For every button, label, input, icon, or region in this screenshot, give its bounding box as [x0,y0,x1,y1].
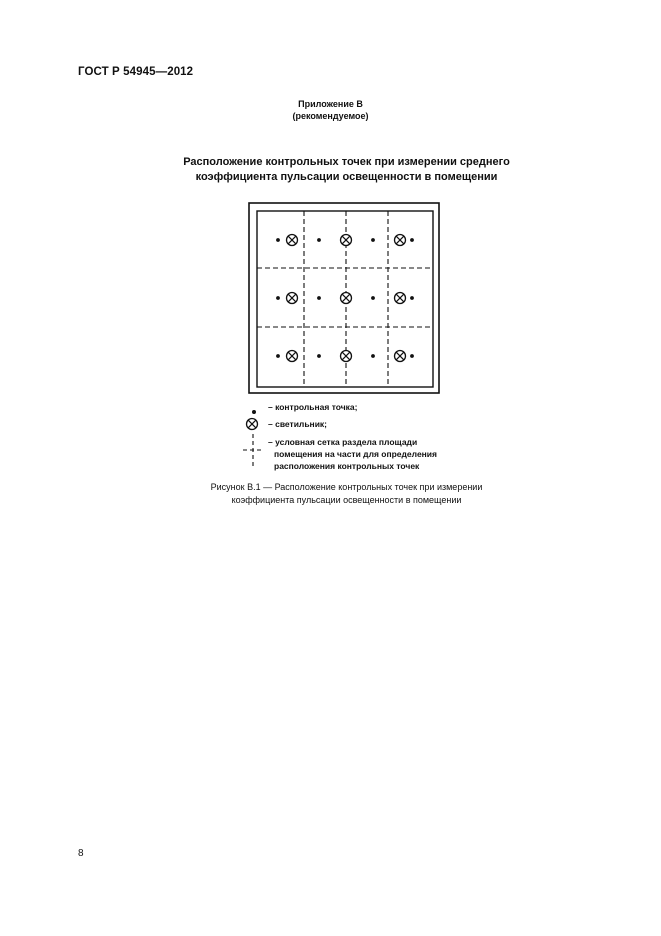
legend-lamp: – светильник; [268,419,328,429]
caption-line-1: Рисунок В.1 — Расположение контрольных точек при измерении [210,482,483,492]
control-point [410,354,414,358]
control-point [371,354,375,358]
lamp-icon [287,351,298,362]
figure-caption [0,481,661,506]
lamp-icon [287,293,298,304]
control-point [317,238,321,242]
legend-grid-line-2: помещения на части для определения [274,449,437,459]
lamp-icon [395,351,406,362]
control-point [276,354,280,358]
legend-grid-line-1: – условная сетка раздела площади [268,437,418,447]
control-point [410,238,414,242]
lamp-icon [395,235,406,246]
legend-grid-line-3: расположения контрольных точек [274,461,420,471]
lamp-icon [287,235,298,246]
page-number: 8 [78,848,84,859]
control-point [371,238,375,242]
legend-grid-symbol [242,433,264,472]
section-heading [0,155,661,185]
control-point [317,296,321,300]
lamp-icon [341,351,352,362]
control-point [276,296,280,300]
control-point [410,296,414,300]
heading-line-1: Расположение контрольных точек при измерении среднего [183,156,510,168]
lamp-icon [395,293,406,304]
appendix-status: (рекомендуемое) [292,111,369,121]
appendix-title: Приложение В [298,99,363,109]
room-plan-diagram [248,202,442,396]
heading-line-2: коэффициента пульсации освещенности в помещении [195,171,498,183]
appendix-block [0,98,661,122]
legend-grid [268,436,437,472]
caption-line-2: коэффициента пульсации освещенности в помещении [231,494,462,505]
lamp-icon [341,235,352,246]
legend-point: – контрольная точка; [268,402,358,412]
lamp-icon [341,293,352,304]
control-point [371,296,375,300]
control-point [276,238,280,242]
document-header: ГОСТ Р 54945—2012 [78,66,194,78]
control-point [317,354,321,358]
